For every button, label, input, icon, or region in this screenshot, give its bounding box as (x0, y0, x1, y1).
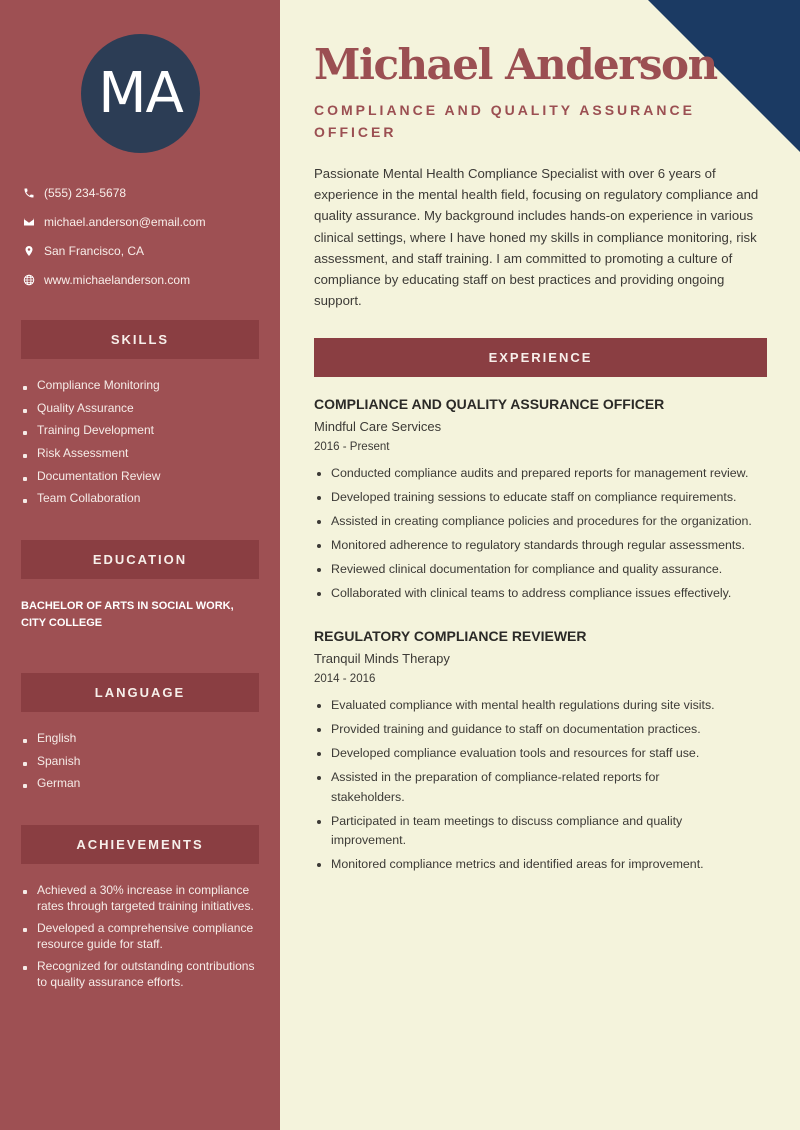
skill-item: Team Collaboration (22, 491, 160, 506)
job-bullet: Provided training and guidance to staff on documentation practices. (314, 720, 734, 740)
job-entry (314, 395, 774, 608)
job-bullet: Collaborated with clinical teams to address compliance issues effectively. (314, 584, 774, 604)
skill-item: Risk Assessment (22, 446, 160, 461)
skills-list (22, 378, 160, 514)
job-entry (314, 627, 714, 879)
job-bullet: Developed training sessions to educate staff on compliance requirements. (314, 488, 774, 508)
candidate-title: COMPLIANCE AND QUALITY ASSURANCE OFFICER (314, 102, 695, 140)
job-bullet: Assisted in the preparation of compliance-related reports for stakeholders. (314, 768, 734, 807)
mail-icon (22, 215, 35, 228)
job-bullet: Monitored adherence to regulatory standards through regular assessments. (314, 536, 774, 556)
contact-email (22, 207, 206, 236)
job-bullet: Developed compliance evaluation tools and resources for staff use. (314, 744, 734, 764)
job-title: COMPLIANCE AND QUALITY ASSURANCE OFFICER (314, 396, 665, 412)
candidate-name: Michael Anderson (314, 40, 717, 89)
education-degree: BACHELOR OF ARTS IN SOCIAL WORK, CITY COLLEGE (21, 600, 234, 629)
language-item: German (22, 776, 80, 791)
language-item: Spanish (22, 754, 80, 769)
education-heading: EDUCATION (21, 540, 259, 579)
job-bullet: Reviewed clinical documentation for compliance and quality assurance. (314, 560, 774, 580)
profile-summary: Passionate Mental Health Compliance Specialist with over 6 years of experience in the mental health field, focusing on regulatory compliance and quality assurance. My background includes hands-on experience in various clinical settings, where I have honed my skills in compliance monitoring, risk assessment, and staff training. I am committed to promoting a culture of compliance by educating staff on best practices and providing ongoing support. (314, 166, 759, 309)
job-dates: 2014 - 2016 (314, 673, 376, 685)
job-bullet: Monitored compliance metrics and identified areas for improvement. (314, 855, 734, 875)
location-pin-icon (22, 244, 35, 257)
language-heading: LANGUAGE (21, 673, 259, 712)
avatar: MA (81, 34, 200, 153)
job-bullet: Conducted compliance audits and prepared reports for management review. (314, 464, 774, 484)
skill-item: Quality Assurance (22, 401, 160, 416)
achievements-heading: ACHIEVEMENTS (21, 825, 259, 864)
contact-location (22, 236, 206, 265)
language-list (22, 731, 80, 799)
job-bullet: Assisted in creating compliance policies and procedures for the organization. (314, 512, 774, 532)
contact-website (22, 265, 206, 294)
skill-item: Compliance Monitoring (22, 378, 160, 393)
contact-list (22, 178, 206, 294)
achievement-item: Recognized for outstanding contributions to quality assurance efforts. (22, 958, 267, 990)
skill-item: Training Development (22, 423, 160, 438)
website-link[interactable]: www.michaelanderson.com (44, 272, 191, 287)
achievement-item: Developed a comprehensive compliance resource guide for staff. (22, 920, 267, 952)
email-link[interactable]: michael.anderson@email.com (44, 214, 206, 229)
job-bullets (314, 464, 774, 604)
job-company: Mindful Care Services (314, 419, 442, 434)
job-bullet: Participated in team meetings to discuss compliance and quality improvement. (314, 812, 734, 851)
job-bullets (314, 696, 734, 875)
experience-heading: EXPERIENCE (314, 338, 767, 377)
job-company: Tranquil Minds Therapy (314, 651, 450, 666)
achievements-list (22, 882, 267, 996)
achievement-item: Achieved a 30% increase in compliance rates through targeted training initiatives. (22, 882, 267, 914)
location-text: San Francisco, CA (44, 243, 145, 258)
phone-icon (22, 186, 35, 199)
job-bullet: Evaluated compliance with mental health regulations during site visits. (314, 696, 734, 716)
language-item: English (22, 731, 80, 746)
phone-text: (555) 234-5678 (44, 185, 127, 200)
skill-item: Documentation Review (22, 469, 160, 484)
sidebar (0, 0, 280, 1130)
globe-icon (22, 273, 35, 286)
contact-phone (22, 178, 206, 207)
job-dates: 2016 - Present (314, 441, 390, 453)
job-title: REGULATORY COMPLIANCE REVIEWER (314, 628, 587, 644)
skills-heading: SKILLS (21, 320, 259, 359)
